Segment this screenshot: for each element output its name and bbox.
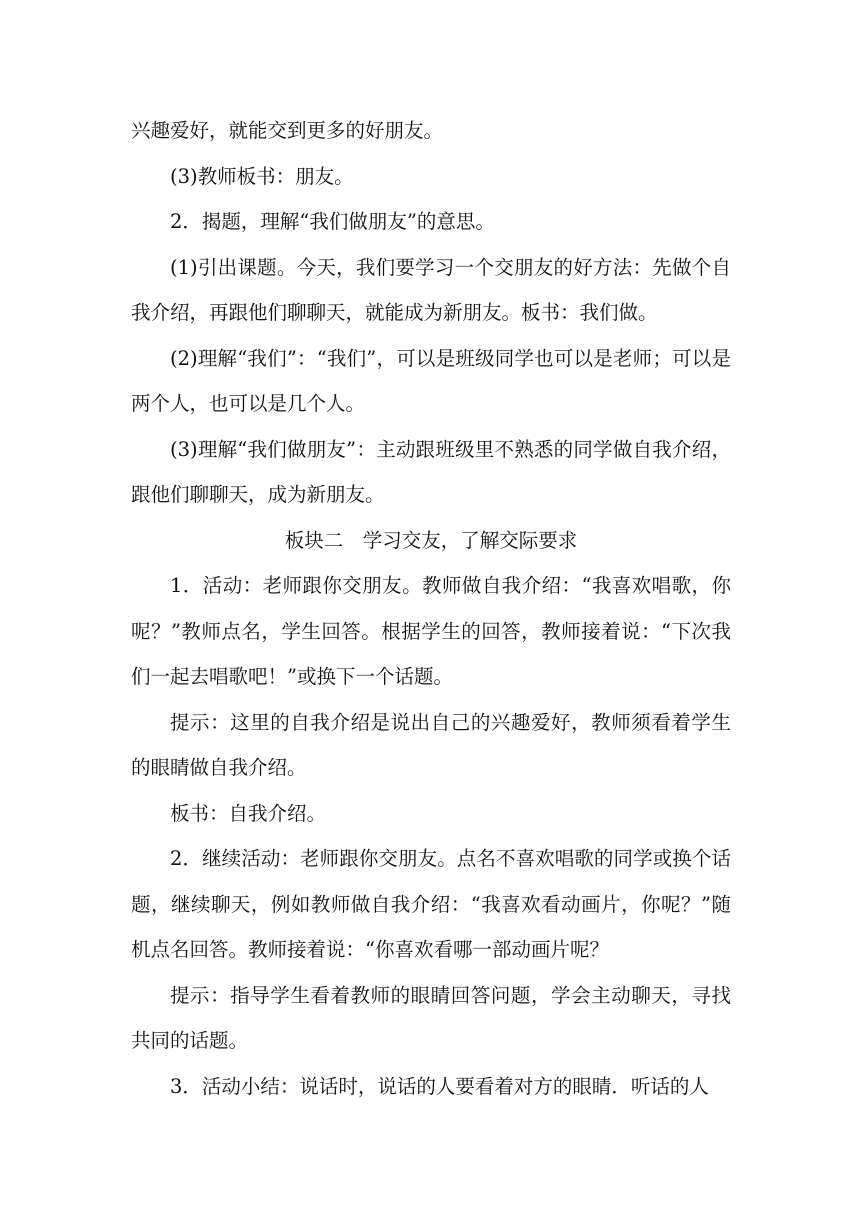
paragraph-introduce-topic: (1)引出课题。今天，我们要学习一个交朋友的好方法：先做个自我介绍，再跟他们聊聊天，就能成为新朋友。板书：我们做。: [131, 255, 731, 324]
paragraph-tip-1: 提示：这里的自我介绍是说出自己的兴趣爱好，教师须看着学生的眼睛做自我介绍。: [131, 710, 731, 779]
paragraph-activity-1: 1．活动：老师跟你交朋友。教师做自我介绍：“我喜欢唱歌，你呢？”教师点名，学生回答。根据学生的回答，教师接着说：“下次我们一起去唱歌吧！”或换下一个话题。: [131, 574, 731, 688]
section-heading: 板块二 学习交友，了解交际要求: [284, 528, 578, 552]
lesson-plan-text: [131, 108, 731, 1109]
paragraph-board-writing-self-intro: 板书：自我介绍。: [170, 801, 327, 825]
paragraph-tip-2: 提示：指导学生看着教师的眼睛回答问题，学会主动聊天，寻找共同的话题。: [131, 983, 731, 1052]
paragraph-topic-reveal: 2．揭题，理解“我们做朋友”的意思。: [170, 210, 495, 233]
paragraph-activity-summary: 3．活动小结：说话时，说话的人要看着对方的眼睛．听话的人: [170, 1074, 709, 1098]
paragraph-understand-title: (3)理解“我们做朋友”：主动跟班级里不熟悉的同学做自我介绍，跟他们聊聊天，成为新朋友。: [131, 437, 731, 506]
paragraph-board-writing-friends: (3)教师板书：朋友。: [170, 164, 354, 188]
paragraph-continuation: 兴趣爱好，就能交到更多的好朋友。: [131, 119, 444, 142]
paragraph-activity-2: 2．继续活动：老师跟你交朋友。点名不喜欢唱歌的同学或换个话题，继续聊天，例如教师做自我介绍：“我喜欢看动画片，你呢？”随机点名回答。教师接着说：“你喜欢看哪一部动画片呢？: [131, 847, 731, 961]
paragraph-understand-women: (2)理解“我们”：“我们”，可以是班级同学也可以是老师；可以是两个人，也可以是几个人。: [131, 346, 731, 415]
